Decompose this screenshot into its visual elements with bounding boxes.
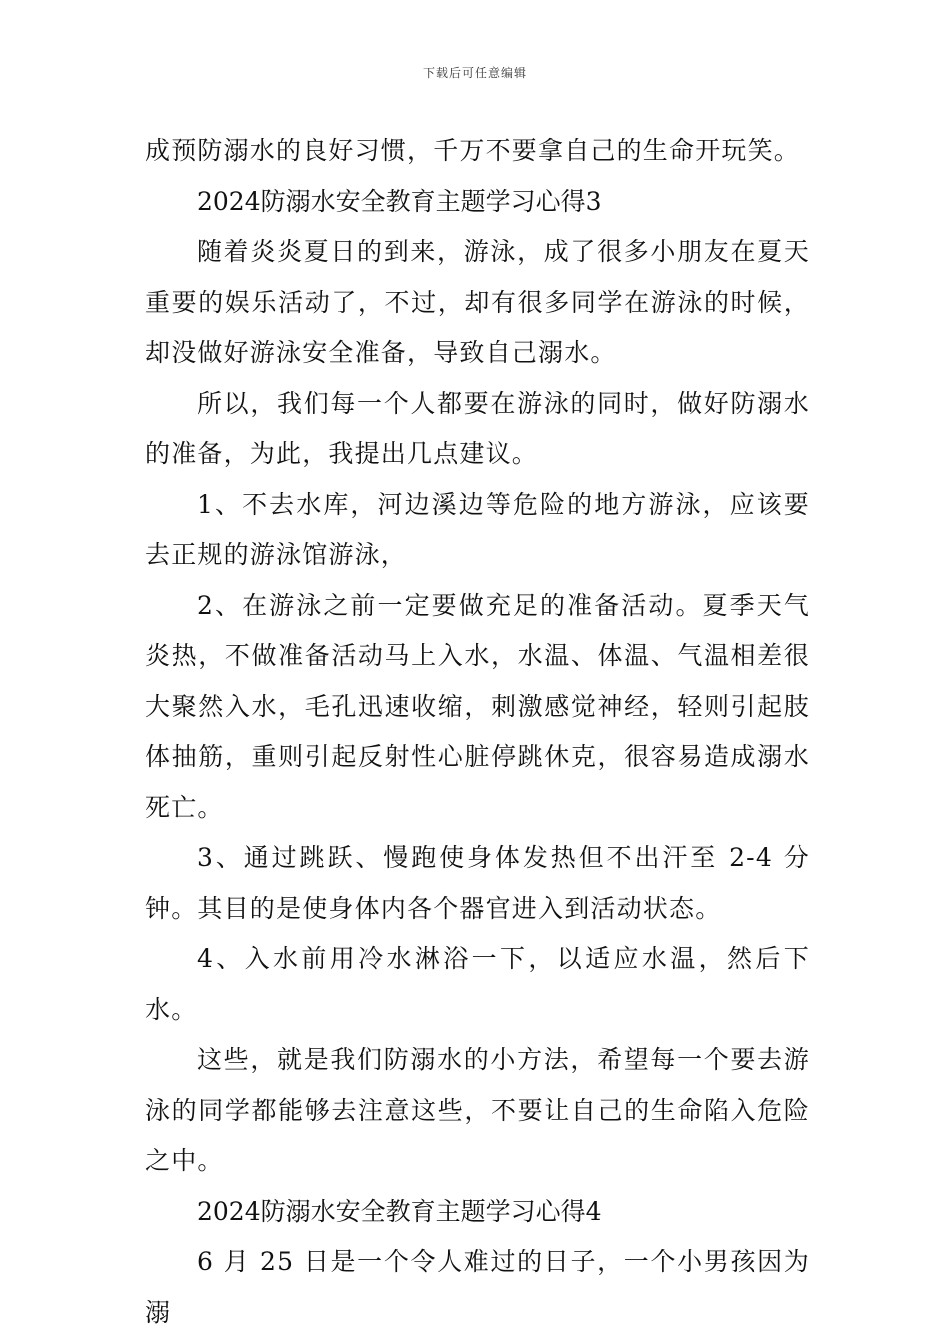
list-item-3: 3、通过跳跃、慢跑使身体发热但不出汗至 2-4 分钟。其目的是使身体内各个器官进入到活动状态。 bbox=[145, 843, 810, 923]
list-item-2: 2、在游泳之前一定要做充足的准备活动。夏季天气炎热，不做准备活动马上入水，水温、体温、气温相差很大聚然入水，毛孔迅速收缩，刺激感觉神经，轻则引起肢体抽筋，重则引起反射性心脏停跳休克，很容易造成溺水死亡。 bbox=[145, 590, 810, 822]
paragraph: 6 月 25 日是一个令人难过的日子，一个小男孩因为溺 bbox=[145, 1247, 810, 1327]
paragraph-continuation: 成预防溺水的良好习惯，千万不要拿自己的生命开玩笑。 bbox=[145, 136, 801, 165]
list-item-1: 1、不去水库，河边溪边等危险的地方游泳，应该要去正规的游泳馆游泳， bbox=[145, 489, 810, 569]
section-heading-3: 2024防溺水安全教育主题学习心得3 bbox=[197, 186, 602, 216]
section-heading-4: 2024防溺水安全教育主题学习心得4 bbox=[197, 1196, 602, 1226]
paragraph: 这些，就是我们防溺水的小方法，希望每一个要去游泳的同学都能够去注意这些，不要让自己的生命陷入危险之中。 bbox=[145, 1045, 810, 1175]
paragraph: 随着炎炎夏日的到来，游泳，成了很多小朋友在夏天重要的娱乐活动了，不过，却有很多同学在游泳的时候，却没做好游泳安全准备，导致自己溺水。 bbox=[145, 237, 810, 367]
header-note: 下载后可任意编辑 bbox=[422, 66, 527, 80]
list-item-4: 4、入水前用冷水淋浴一下，以适应水温，然后下水。 bbox=[145, 944, 810, 1024]
document-body bbox=[145, 126, 810, 1338]
paragraph: 所以，我们每一个人都要在游泳的同时，做好防溺水的准备，为此，我提出几点建议。 bbox=[145, 388, 810, 468]
